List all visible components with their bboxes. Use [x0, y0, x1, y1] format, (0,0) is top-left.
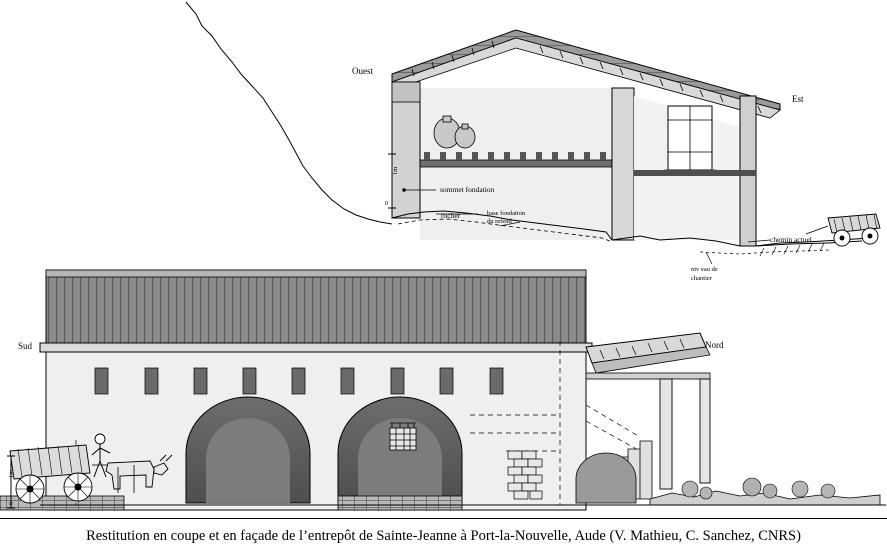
floor-beam [420, 160, 632, 167]
main-roof-face [46, 270, 586, 343]
scale-label-1m-lower: 1m [8, 469, 15, 478]
terrain-slope-line [186, 2, 392, 224]
ground-rubble-right [650, 478, 880, 505]
label-sud: Sud [18, 341, 33, 351]
scale-label-0-lower: 0 [8, 501, 15, 505]
scale-label-0-upper: 0 [385, 200, 389, 207]
label-ouest: Ouest [352, 66, 373, 76]
interior-partition-wall [612, 88, 634, 240]
caption-divider [0, 518, 887, 519]
stair-under-arch [576, 453, 636, 503]
label-base-fondation-1: base fondation [487, 210, 526, 217]
facade-window-row [95, 368, 503, 394]
scale-label-1m-upper: 1m [392, 166, 399, 175]
annex-column [660, 379, 672, 489]
label-sommet-fondation: sommet fondation [440, 185, 495, 194]
arch-left-interior [206, 418, 290, 503]
annex-lintel [586, 373, 710, 379]
eaves-band [40, 343, 592, 352]
figure-caption: Restitution en coupe et en façade de l’entrepôt de Sainte-Jeanne à Port-la-Nouvelle, Aude (V. Mathieu, C. Sanchez, CNRS) [86, 528, 801, 544]
label-base-fondation-2: du refend [487, 218, 512, 225]
label-chemin-actuel: chemin actuel [770, 235, 812, 244]
arch-left-base [0, 496, 124, 510]
chantier-level-line [700, 250, 830, 254]
facade-elevation-svg [0, 255, 887, 520]
label-nord: Nord [705, 340, 724, 350]
annex-column-2 [700, 379, 710, 483]
label-rocher: rocher [441, 211, 461, 220]
east-floor-band [634, 170, 756, 176]
label-niveau-chantier-1: niv eau de [691, 266, 718, 273]
arch-right-base [338, 496, 462, 510]
west-wall-cap [392, 82, 420, 102]
label-est: Est [792, 94, 804, 104]
label-niveau-chantier-2: chantier [691, 275, 712, 282]
facade-wall [46, 352, 586, 510]
roof-ridge-band [46, 270, 586, 277]
